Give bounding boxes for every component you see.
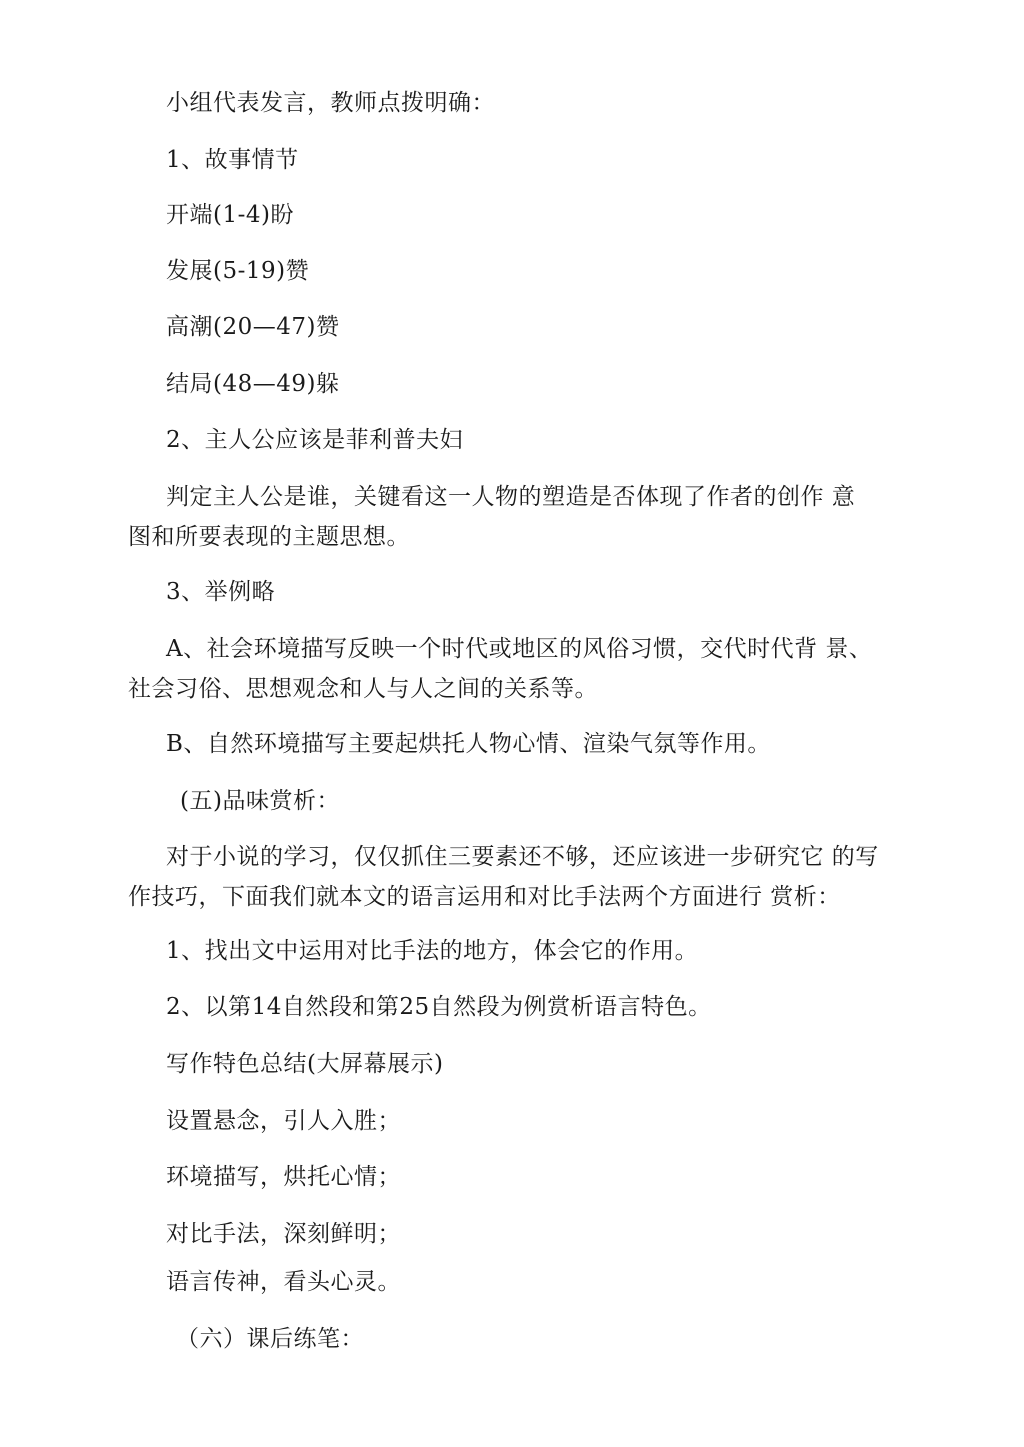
text-line: 小组代表发言，教师点拨明确： (166, 90, 495, 116)
text-line: B、自然环境描写主要起烘托人物心情、渲染气氛等作用。 (166, 731, 771, 757)
section-heading: (五)品味赏析： (180, 788, 340, 814)
text-line: 3、举例略 (166, 579, 276, 605)
text-line: 1、找出文中运用对比手法的地方，体会它的作用。 (166, 938, 699, 964)
text-line: 判定主人公是谁，关键看这一人物的塑造是否体现了作者的创作 意 (166, 484, 856, 510)
text-line: A、社会环境描写反映一个时代或地区的风俗习惯，交代时代背 景、 (166, 636, 873, 662)
text-line: 结局(48—49)躲 (166, 371, 340, 397)
text-line: 发展(5-19)赞 (166, 258, 310, 284)
text-line: 2、以第14自然段和第25自然段为例赏析语言特色。 (166, 994, 712, 1020)
text-line: 图和所要表现的主题思想。 (128, 524, 410, 550)
text-line: 设置悬念，引人入胜； (166, 1108, 401, 1134)
text-line: 对比手法，深刻鲜明； (166, 1221, 401, 1247)
text-line: 2、主人公应该是菲利普夫妇 (166, 427, 464, 453)
text-line: 环境描写，烘托心情； (166, 1164, 401, 1190)
text-line: 社会习俗、思想观念和人与人之间的关系等。 (128, 676, 598, 702)
text-line: 语言传神，看头心灵。 (166, 1269, 401, 1295)
text-line: 1、故事情节 (166, 147, 299, 173)
text-line: 高潮(20—47)赞 (166, 314, 340, 340)
text-line: 作技巧，下面我们就本文的语言运用和对比手法两个方面进行 赏析： (128, 884, 841, 910)
text-line: 开端(1-4)盼 (166, 202, 294, 228)
section-heading: （六）课后练笔： (176, 1326, 364, 1352)
text-line: 对于小说的学习，仅仅抓住三要素还不够，还应该进一步研究它 的写 (166, 844, 879, 870)
text-line: 写作特色总结(大屏幕展示) (166, 1051, 444, 1077)
